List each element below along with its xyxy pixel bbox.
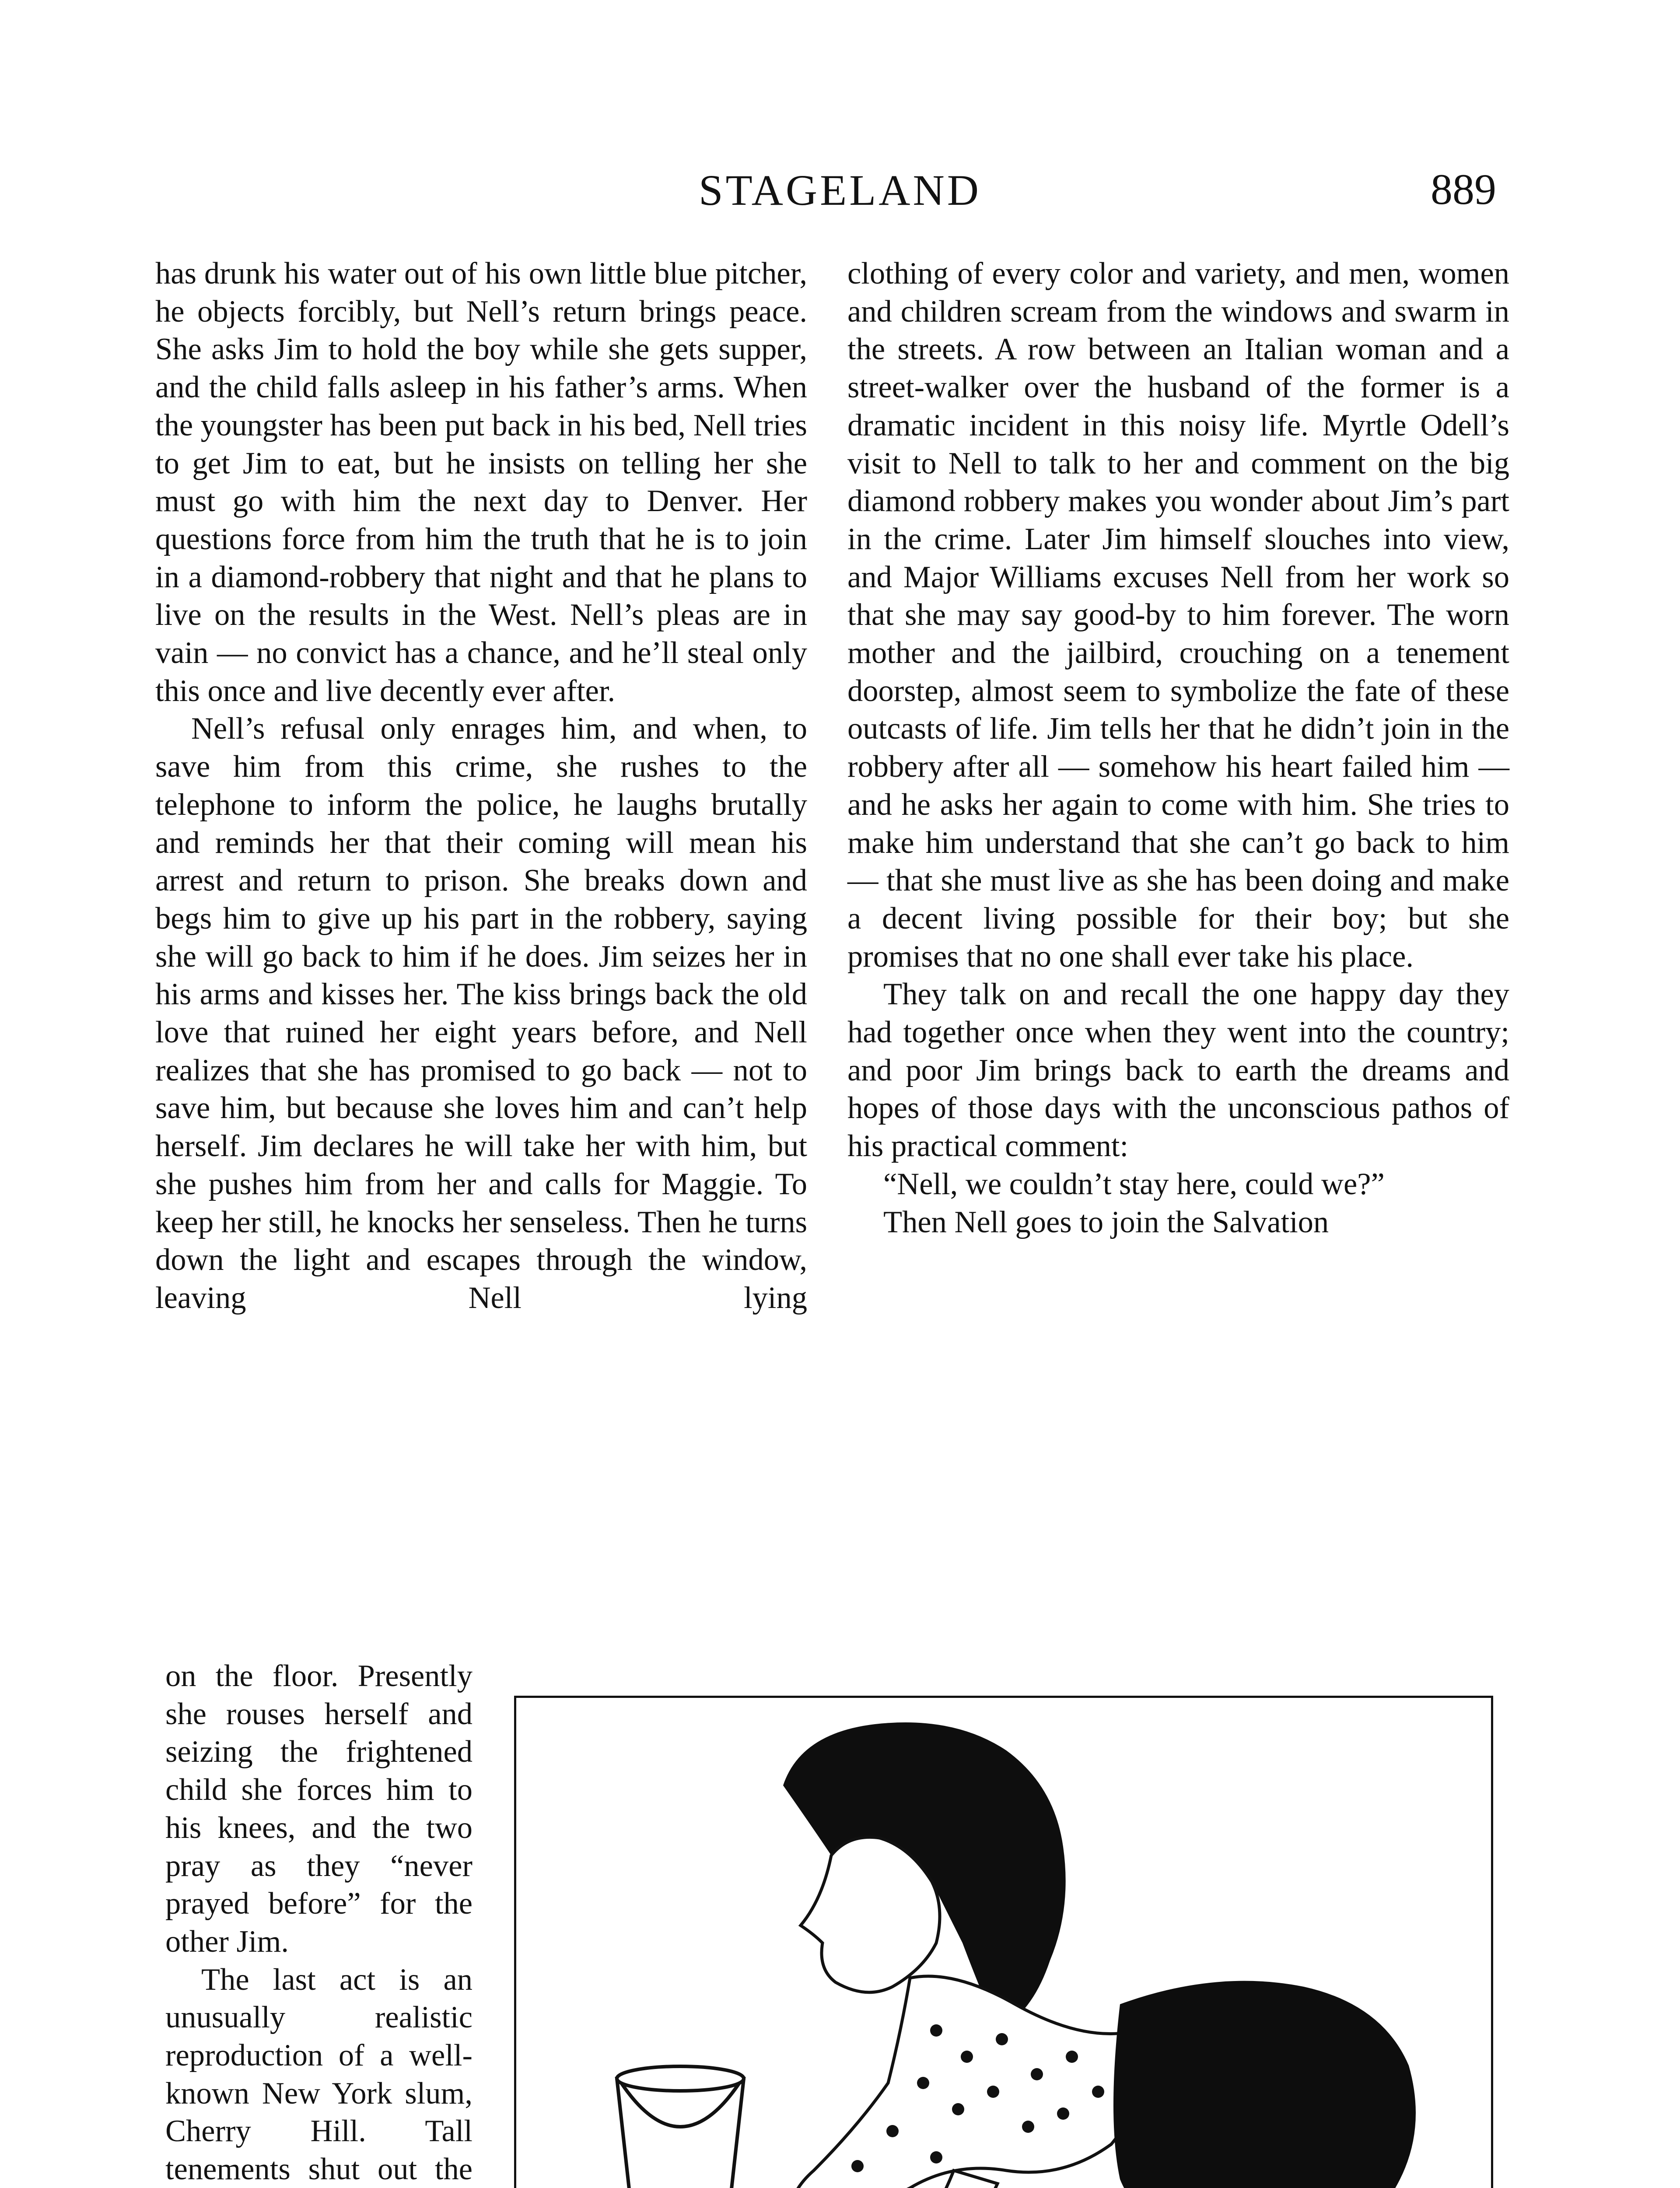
- paragraph: Then Nell goes to join the Salvation: [883, 1205, 1329, 1239]
- paragraph: clothing of every color and variety, and men, women and children scream from the windows and swarm in the streets. A row between an Italian woman and a street-walker over the husband of the former is a dramatic incident in this noisy life. Myrtle Odell’s visit to Nell to talk to her and comment on the big diamond robbery makes you wonder about Jim’s part in the crime. Later Jim himself slouches into view, and Major Williams excuses Nell from her work so that she may say good-by to him forever. The worn mother and the jailbird, crouching on a tenement doorstep, almost seem to symbolize the fate of these outcasts of life. Jim tells her that he didn’t join in the robbery after all — somehow his heart failed him — and he asks her again to come with him. She tries to make him understand that she can’t go back to him — that she must live as she has been doing and make a decent living possible for their boy; but she promises that no one shall ever take his place.: [847, 256, 1509, 974]
- paragraph: The last act is an unusually realistic reproduction of a well-known New York slum, Cherry Hill. Tall tenements shut out the: [165, 1962, 472, 2187]
- page-number: 889: [1431, 165, 1496, 214]
- paragraph: has drunk his water out of his own little blue pitcher, he objects forcibly, but Nell’s return brings peace. She asks Jim to hold the boy while she gets supper, and the child falls asleep in his father’s arms. When the youngster has been put back in his bed, Nell tries to get Jim to eat, but he insists on telling her she must go with him the next day to Denver. Her questions force from him the truth that he is to join in a diamond-robbery that night and that he plans to live on the results in the West. Nell’s pleas are in vain — no convict has a chance, and he’ll steal only this once and live decently ever after.: [155, 256, 807, 708]
- illustration-drawing: [516, 1698, 1491, 2188]
- paragraph: Nell’s refusal only enrages him, and when, to save him from this crime, she rushes to the telephone to inform the police, he laughs brutally and reminds her that their coming will mean his arrest and return to prison. She breaks down and begs him to give up his part in the robbery, saying she will go back to him if he does. Jim seizes her in his arms and kisses her. The kiss brings back the old love that ruined her eight years before, and Nell realizes that she has promised to go back — not to save him, but because she loves him and can’t help herself. Jim declares he will take her with him, but she pushes him from her and calls for Maggie. To keep her still, he knocks her senseless. Then he turns down the light and escapes through the window, leaving Nell lying: [155, 712, 807, 1315]
- page-title: STAGELAND: [699, 166, 981, 214]
- blouse: [791, 1976, 1143, 2188]
- left-text-column: [155, 255, 807, 1317]
- illustration: [514, 1696, 1493, 2188]
- paragraph: They talk on and recall the one happy day they had together once when they went into the country; and poor Jim brings back to earth the dreams and hopes of those days with the unconscious pathos of his practical comment:: [847, 977, 1509, 1164]
- narrow-text-column: [165, 1657, 472, 2188]
- bucket: [617, 2066, 744, 2188]
- right-text-column: [847, 255, 1509, 1241]
- paragraph: on the floor. Presently she rouses herself and seizing the frightened child she forces him to his knees, and the two pray as they “never prayed before” for the other Jim.: [165, 1659, 472, 1959]
- paragraph: “Nell, we couldn’t stay here, could we?”: [883, 1167, 1385, 1201]
- skirt: [1113, 1981, 1416, 2188]
